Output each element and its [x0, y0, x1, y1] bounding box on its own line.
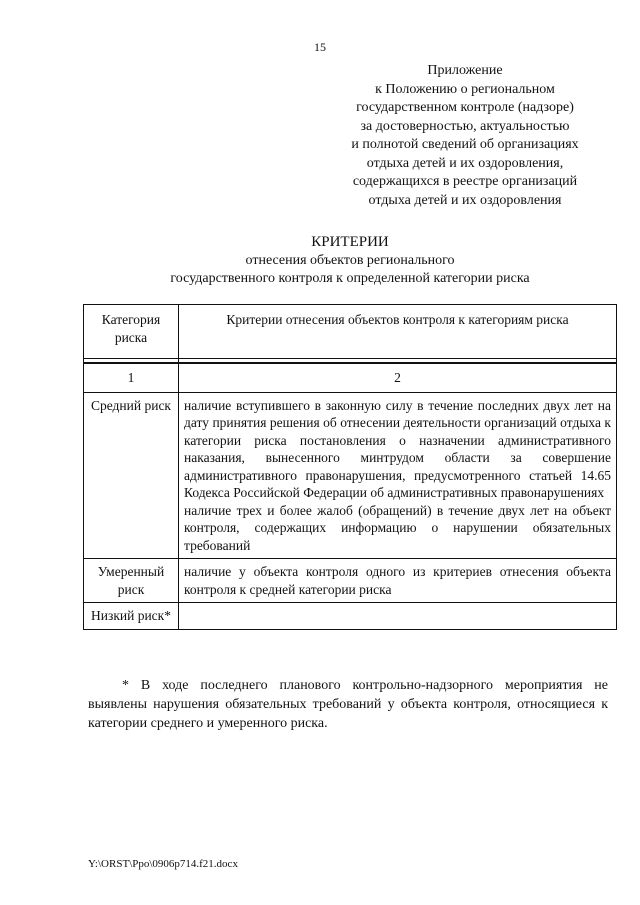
column-number: 2	[179, 363, 617, 392]
table-row	[84, 392, 617, 559]
criterion-item: наличие у объекта контроля одного из критериев отнесения объекта контроля к средней категории риска	[184, 564, 611, 597]
appendix-heading	[330, 62, 600, 210]
header-criteria: Критерии отнесения объектов контроля к категориям риска	[179, 305, 617, 359]
appendix-line: содержащихся в реестре организаций	[352, 174, 578, 189]
appendix-line: и полнотой сведений об организациях	[351, 137, 579, 152]
file-path: Y:\ORST\Ppo\0906p714.f21.docx	[88, 858, 238, 870]
column-number: 1	[84, 363, 179, 392]
risk-category: Низкий риск*	[84, 603, 179, 630]
title-sub-line: государственного контроля к определенной категории риска	[170, 271, 530, 286]
table-row	[84, 559, 617, 603]
risk-criteria	[179, 559, 617, 603]
document-title	[0, 233, 640, 288]
risk-criteria	[179, 603, 617, 630]
criterion-item: наличие вступившего в законную силу в течение последних двух лет на дату принятия решения об отнесении деятельности организаций отдыха к категории риска постановления о назначении административного наказания, вынесенного минтрудом области за совершение административного правонарушения, предусмотренного статьей 14.65 Кодекса Российской Федерации об административных правонарушениях	[184, 397, 611, 500]
table-header-row	[84, 305, 617, 359]
risk-category: Умеренный риск	[84, 559, 179, 603]
table-row	[84, 603, 617, 630]
risk-criteria	[179, 392, 617, 559]
risk-category: Средний риск	[84, 392, 179, 559]
page-number: 15	[314, 40, 326, 54]
appendix-line: к Положению о региональном	[375, 81, 555, 97]
appendix-line: отдыха детей и их оздоровления,	[366, 155, 564, 171]
appendix-line: Приложение	[427, 63, 503, 78]
title-main: КРИТЕРИИ	[311, 234, 389, 250]
header-category: Категория риска	[84, 305, 179, 359]
appendix-line: отдыха детей и их оздоровления	[368, 192, 562, 208]
criteria-table	[83, 304, 617, 630]
title-sub-line: отнесения объектов регионального	[245, 253, 455, 268]
footnote: * В ходе последнего планового контрольно-надзорного мероприятия не выявлены нарушения обязательных требований у объекта контроля, относящиеся к категории среднего и умеренного риска.	[88, 678, 608, 731]
column-number-row	[84, 363, 617, 392]
appendix-line: за достоверностью, актуальностью	[360, 118, 570, 134]
appendix-line: государственном контроле (надзоре)	[356, 100, 574, 115]
criterion-item: наличие трех и более жалоб (обращений) в течение двух лет на объект контроля, содержащих информацию о нарушении обязательных требований	[184, 502, 611, 553]
